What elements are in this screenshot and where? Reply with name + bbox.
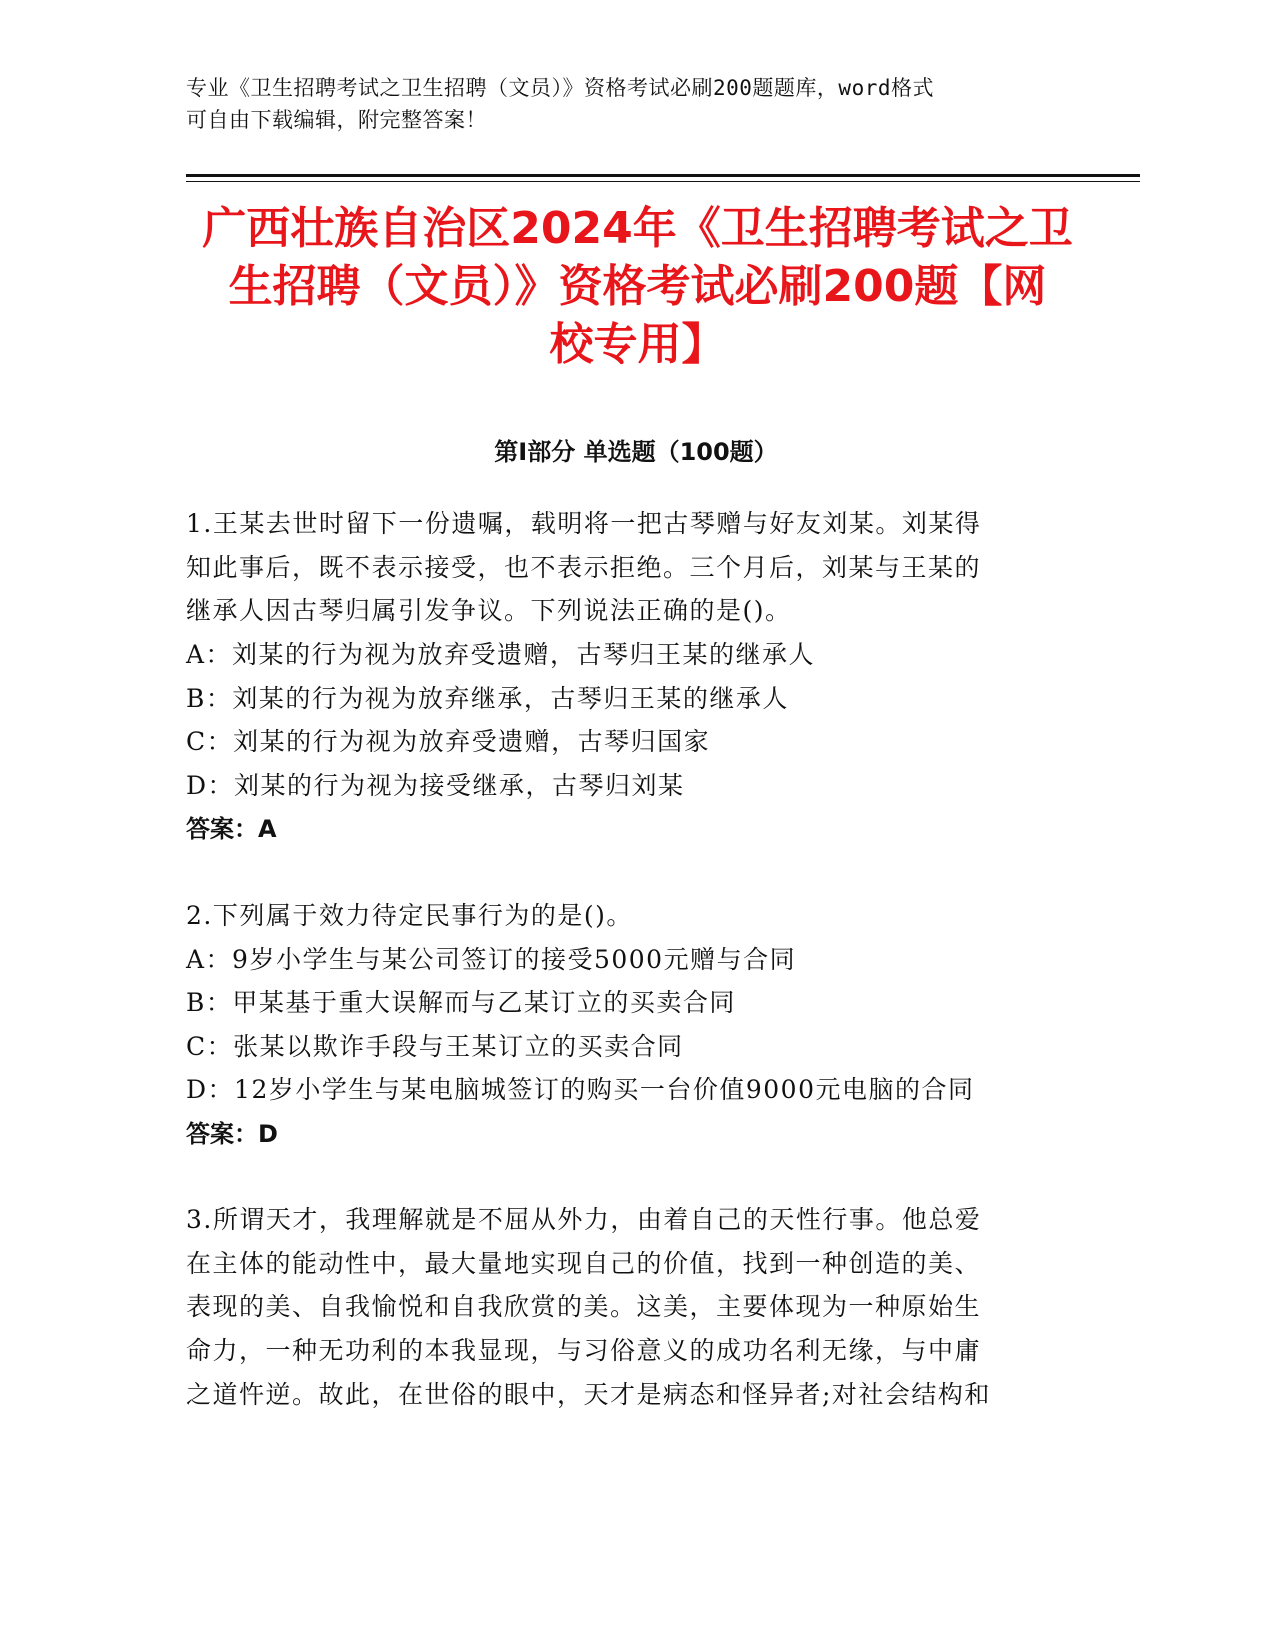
question-3-stem-line-4: 命力，一种无功利的本我显现，与习俗意义的成功名利无缘，与中庸: [186, 1336, 982, 1365]
question-1-option-d: D：刘某的行为视为接受继承，古琴归刘某: [186, 771, 685, 800]
question-1-answer: 答案：A: [186, 815, 277, 843]
header-rule-thick: [186, 174, 1140, 177]
question-2-option-b: B：甲某基于重大误解而与乙某订立的买卖合同: [186, 988, 736, 1017]
question-3-stem-line-5: 之道忤逆。故此，在世俗的眼中，天才是病态和怪异者;对社会结构和: [186, 1380, 991, 1409]
question-1-stem-line-2: 知此事后，既不表示接受，也不表示拒绝。三个月后，刘某与王某的: [186, 553, 982, 582]
question-2-stem-line-1: 2.下列属于效力待定民事行为的是()。: [186, 901, 633, 930]
question-1-stem-line-1: 1.王某去世时留下一份遗嘱，载明将一把古琴赠与好友刘某。刘某得: [186, 509, 982, 538]
question-2-option-d: D：12岁小学生与某电脑城签订的购买一台价值9000元电脑的合同: [186, 1075, 975, 1104]
question-2-option-c: C：张某以欺诈手段与王某订立的买卖合同: [186, 1032, 684, 1061]
title-line-2: 生招聘（文员）》资格考试必刷200题【网: [228, 261, 1047, 312]
question-1-stem-line-3: 继承人因古琴归属引发争议。下列说法正确的是()。: [186, 596, 792, 625]
header-note: [186, 72, 1066, 136]
header-note-line-1: 专业《卫生招聘考试之卫生招聘（文员）》资格考试必刷200题题库，word格式: [186, 76, 934, 100]
question-1-option-c: C：刘某的行为视为放弃受遗赠，古琴归国家: [186, 727, 711, 756]
title-line-1: 广西壮族自治区2024年《卫生招聘考试之卫: [202, 203, 1073, 254]
section-title: 第I部分 单选题（100题）: [494, 438, 778, 466]
question-3-stem-line-1: 3.所谓天才，我理解就是不屈从外力，由着自己的天性行事。他总爱: [186, 1205, 982, 1234]
question-3-stem-line-2: 在主体的能动性中，最大量地实现自己的价值，找到一种创造的美、: [186, 1249, 982, 1278]
question-2-answer: 答案：D: [186, 1120, 278, 1148]
document-title: [160, 200, 1115, 374]
header-rule-thin: [186, 181, 1140, 182]
question-3-stem-line-3: 表现的美、自我愉悦和自我欣赏的美。这美，主要体现为一种原始生: [186, 1292, 982, 1321]
title-line-3: 校专用】: [549, 319, 726, 370]
question-2-option-a: A：9岁小学生与某公司签订的接受5000元赠与合同: [186, 945, 797, 974]
header-note-line-2: 可自由下载编辑，附完整答案！: [186, 108, 487, 132]
question-1-option-a: A：刘某的行为视为放弃受遗赠，古琴归王某的继承人: [186, 640, 816, 669]
question-1-option-b: B：刘某的行为视为放弃继承，古琴归王某的继承人: [186, 684, 789, 713]
